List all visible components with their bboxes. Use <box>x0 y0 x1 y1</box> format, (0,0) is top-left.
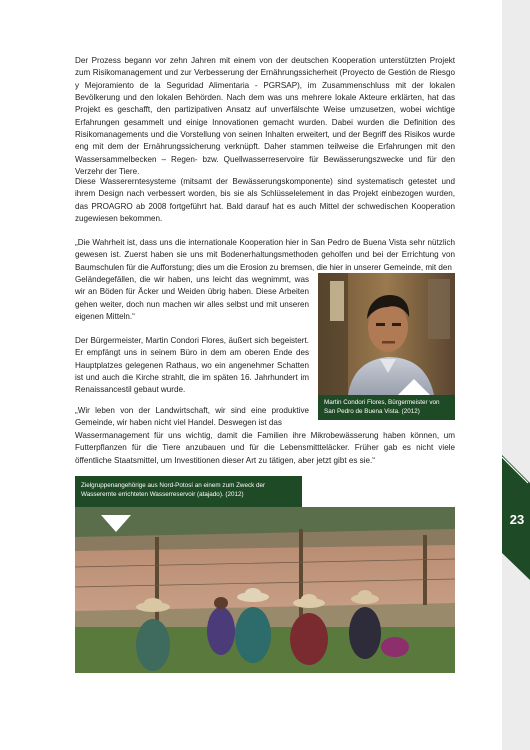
page-margin-strip <box>502 0 530 750</box>
paragraph-systems: Diese Wassererntesysteme (mitsamt der Bewässerungskomponente) sind systematisch getestet und ihrem Design nach verbessert worden, bis sie als Schlüsselelement in das Projekt einbezogen wurden, das PROAGRO ab 2008 fortgeführt hat. Bald darauf hat es auch Mittel der schwedischen Kooperation zugewiesen bekommen. <box>75 177 455 224</box>
quote-cooperation-full: „Die Wahrheit ist, dass uns die internationale Kooperation hier in San Pedro de Buena Vista sehr nützlich gewesen ist. Zuerst haben sie uns mit Bodenerhaltungsmethoden geholfen und bei der Errichtung von Baumschulen für die Aufforstung; dies um die Erosion zu bremsen, die hier in unserer Gemeinde, mit den <box>75 238 455 272</box>
mayor-photo <box>318 273 455 395</box>
mayor-caption: Martin Condori Flores, Bürgermeister von San Pedro de Buena Vista. (2012) <box>318 395 455 420</box>
reservoir-caption: Zielgruppenangehörige aus Nord-Potosí an einem zum Zweck der Wasserernte errichteten Wasserreservoir (atajado). (2012) <box>75 476 302 507</box>
quote-agriculture-wrap: „Wir leben von der Landwirtschaft, wir sind eine produktive Gemeinde, wir haben nicht viel Handel. Deswegen ist das <box>75 406 309 428</box>
page-number: 23 <box>509 512 525 527</box>
quote-agriculture-full: Wassermanagement für uns wichtig, damit die Familien ihre Mikrobewässerung haben können, um Futterpflanzen für die Tiere anzubauen und für die Lebensmittteläcker. Früher gab es nicht viele öffentliche Staatsmittel, um Investitionen dieser Art zu tätigen, aber jetzt gibt es sie.“ <box>75 431 455 465</box>
paragraph-intro: Der Prozess begann vor zehn Jahren mit einem von der deutschen Kooperation unterstützten Projekt zum Risikomanagement und zur Verbesserung der Ernährungssicherheit (Proyecto de Gestión de Riesgo y Mejoramiento de la Seguridad Alimentaria - PGRSAP), im Zusammenschluss mit der lokalen Bevölkerung und den lokalen Behörden. Nach dem was uns mehrere lokale Akteure erklärten, hat das Projekt es geschafft, den partizipativen Ansatz auf unverfälschte Weise umzusetzen, wobei wichtige Erfahrungen gesammelt und einige Innovationen gemacht wurden. Dabei wurden die Definition des Risikomanagements und die Vorstellung von seinen Inhalten erweitert, und der Begriff des Risikos wurde eng mit dem der Ernährungssicherung verknüpft. Daher stammen teilweise die Erfahrungen mit den Wassersammelbecken – Regen- bzw. Quellwasserreservoire für Bewässerungszwecke und für den Verzehr der Tiere. <box>75 56 455 177</box>
reservoir-photo <box>75 507 455 673</box>
quote-cooperation-wrap: Geländegefällen, die wir haben, uns leicht das wegnimmt, was wir an Böden für Äcker und Weiden übrig haben. Diese Arbeiten gehen weiter, doch nun machen wir alles selbst und mit unseren eigenen Mitteln.“ <box>75 275 309 322</box>
paragraph-mayor: Der Bürgermeister, Martin Condori Flores, äußert sich begeistert. Er empfängt uns in seinem Büro in dem am oberen Ende des Hauptplatzes gelegenen Rathaus, wo ein angenehmer Schatten ist und auch die Kirche strahlt, die im späten 16. Jahrhundert im Renaissancestil gebaut wurde. <box>75 336 309 395</box>
